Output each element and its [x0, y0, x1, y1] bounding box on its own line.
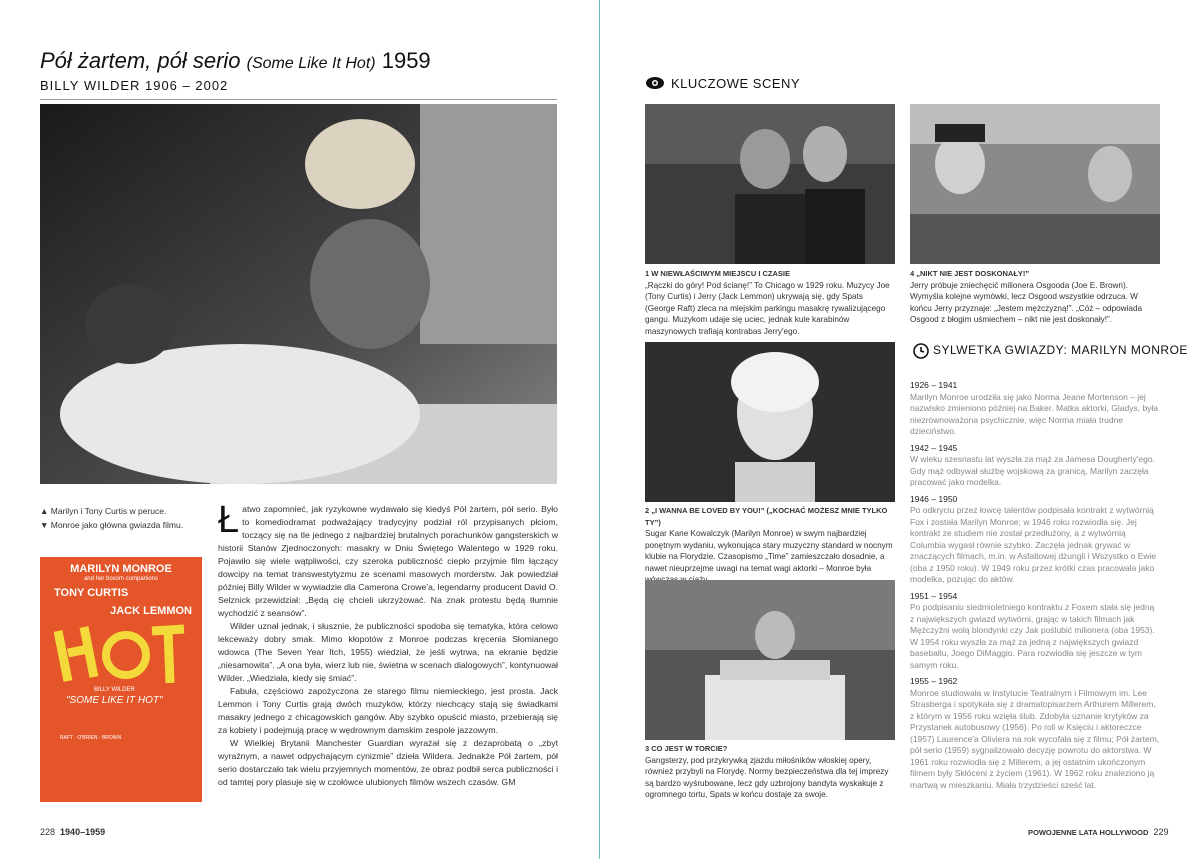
dropcap: Ł	[218, 499, 240, 541]
poster-tagline: and her bosom companions	[83, 576, 159, 582]
film-year: 1959	[381, 48, 431, 73]
caption-bottom: ▼ Monroe jako główna gwiazda filmu.	[40, 520, 184, 530]
paragraph-3: Fabuła, częściowo zapożyczona ze starego filmu niemieckiego, jest prosta. Jack Lemmon i Tony Curtis grają dwóch muzyków, którzy niechcący stają się świadkami masakry jednego z chicagowskich gangów. Aby szybko opuścić miasto, przebierają się za kobiety i podejmują pracę w wędrownym damskim zespole jazzowym.	[218, 686, 558, 735]
timeline-text: Po odkryciu przez łowcę talentów podpisała kontrakt z wytwórnią Fox i została Marilyn Monroe; w 1946 roku rozwiodła się. Jej kontrakt ze studiem nie został przedłużony, a z wytwórnią Columbia wygasł równie szybko. Zaczęła jednak grywać w znaczących filmach, m.in. w Asfaltowej dżungli i Wszystko o Ewie (oba z 1950 roku). W 1949 roku przez krótki czas pracowała jako modelka, pozując do aktów.	[910, 505, 1157, 584]
clock-icon	[913, 343, 929, 359]
article-body	[218, 499, 558, 789]
film-original-title: (Some Like It Hot)	[246, 55, 376, 72]
main-photo	[40, 104, 557, 484]
scene-1-title: 1 W NIEWŁAŚCIWYM MIEJSCU I CZASIE	[645, 269, 791, 278]
film-poster	[40, 557, 202, 802]
scene-2-text: Sugar Kane Kowalczyk (Marilyn Monroe) w swym najbardziej ponętnym wydaniu, wykonująca stary muzyczny standard w nocnym klubie na Florydzie. Czasopismo „Time” zamieszczało dosadnie, a nawet nieuprzejme uwagi na temat wagi aktorki – Monroe była	[645, 529, 893, 573]
scene-1-caption	[645, 268, 895, 337]
poster-credits: RAFT · O'BRIEN · BROWN	[60, 735, 122, 741]
timeline-years: 1955 – 1962	[910, 676, 958, 686]
caption-top: ▲ Marilyn i Tony Curtis w peruce.	[40, 506, 167, 516]
star-profile-title: SYLWETKA GWIAZDY: MARILYN MONROE	[933, 343, 1188, 358]
eye-icon	[645, 76, 665, 93]
scene-2-title: 2 „I WANNA BE LOVED BY YOU!” („KOCHAĆ MOŻESZ MNIE TYLKO TY”)	[645, 506, 888, 527]
key-scenes-title: KLUCZOWE SCENY	[671, 76, 801, 91]
scene-1-photo	[645, 104, 895, 264]
scene-3-title: 3 CO JEST W TORCIE?	[645, 744, 728, 753]
paragraph-2: Wilder uznał jednak, i słusznie, że publiczności spodoba się tematyka, która celowo lekceważy dobry smak. Mimo kłopotów z Monroe podczas kręcenia Słomianego wdowca (The Seven Year Itch, 1955) wiedział, że jeśli wytrwa, na ekranie będzie „niesamowita”. „A ona była, wierz lub nie, świetna w scenach dialogowych”, kontynuował Wilder. „Wiedziała, kiedy się śmiać”.	[218, 621, 558, 683]
timeline-text: Marilyn Monroe urodziła się jako Norma Jeane Mortenson – jej nazwisko zmieniono później na Baker. Matka aktorki, Gladys, była niezrównoważona psychicznie, więc Norma miała trudne dzieciństwo.	[910, 391, 1159, 436]
folio-left	[40, 827, 105, 837]
poster-director: BILLY WILDER	[94, 687, 135, 693]
key-scenes-heading	[645, 76, 800, 93]
director-line: BILLY WILDER 1906 – 2002	[40, 78, 557, 100]
section-label-right: POWOJENNE LATA HOLLYWOOD	[1028, 828, 1149, 837]
poster-title: "SOME LIKE IT HOT"	[66, 695, 163, 706]
scene-3-caption	[645, 743, 895, 801]
timeline-text: W wieku szesnastu lat wyszła za mąż za Jamesa Dougherty'ego. Gdy mąż odbywał służbę wojskową za granicą, Marilyn zaczęła pracować jako modelka.	[910, 454, 1155, 487]
paragraph-1	[218, 499, 558, 620]
timeline-text: Monroe studiowała w Instytucie Teatralnym i Filmowym im. Lee Strasberga i spotykała się z dramatopisarzem Arthurem Millerem, z którym w 1956 roku wzięła ślub. Zdobyła uznanie krytyków za Przystanek autobusowy (1956). Po roli w Księciu i aktoreczce (1957) Laurence'a Oliviera na rok wycofała się z filmu; Pół żartem, pół serio (1959) sygnalizowało decyzję powrotu do aktorstwa. W 1961 roku rozwiodła się z Millerem, a jej ostatnim ukończonym filmem były Skłóceni z życiem (1961). W 1962 roku znaleziono ją martwą w mieszkaniu. Miała trzydzieści sześć lat.	[910, 687, 1160, 790]
timeline-years: 1942 – 1945	[910, 442, 958, 453]
star-profile-heading	[913, 343, 1188, 359]
page-number-left: 228	[40, 827, 56, 837]
scene-4-title: 4 „NIKT NIE JEST DOSKONAŁY!”	[910, 269, 1030, 278]
timeline-text: Po podpisaniu siedmioletniego kontraktu z Foxem stała się jedną z największych gwiazd wytwórni, grając w takich filmach jak Mężczyźni wolą blondynki czy Jak poślubić milionera (oba 1953). W 1954 roku wyszła za mąż za jedną z największych gwiazd baseballu, Joego DiMaggio. Para rozwiodła się jeszcze w tym samym roku.	[910, 602, 1155, 670]
scene-1-text: „Rączki do góry! Pod ścianę!” To Chicago w 1929 roku. Muzycy Joe (Tony Curtis) i Jerry (Jack Lemmon) ukrywają się, gdy Spats (George Raft) zleca na miejskim parkingu masakrę rywalizującego gangu. Muzykom udaje się uciec, jednak kule karabinów maszynowych trafiają kontrabas Jerry'ego.	[645, 280, 890, 336]
film-title: Pół żartem, pół serio	[40, 48, 241, 73]
scene-2-caption	[645, 505, 895, 586]
folio-right	[1028, 827, 1168, 837]
scene-3-photo	[645, 580, 895, 740]
page-title	[40, 48, 431, 74]
timeline-years: 1951 – 1954	[910, 590, 958, 601]
photo-captions	[40, 504, 210, 532]
poster-hot-lettering	[54, 621, 188, 691]
paragraph-4: W Wielkiej Brytanii Manchester Guardian wyrażał się z dezaprobatą o „zbyt wyraźnym, a nawet odpychającym cynizmie” dzieła Wildera. Jednakże Pół żartem, pół serio dostarczało tak wielu przyjemnych momentów, że obraz podbił serca publiczności i od tamtej pory plasuje się w czołówce ulubionych filmów wszech czasów. GM	[218, 738, 558, 787]
paragraph-1-text: atwo zapomnieć, jak ryzykowne wydawało się kiedyś Pół żartem, pół serio. Było to komediodramat podważający tradycyjny podział ról przypisanych płciom, toczący się na tle jednego z najbardziej brutalnych porachunków gangsterskich w historii Stanów Zjednoczonych: masakry w Dniu Świętego Walentego w 1929 roku. Pojawiło się wiele wątpliwości, czy szeroka publiczność ciepło przyjmie film łączący dowcipy na temat transwestytyzmu ze scenami masowych morderstw. Jak powiedział później Billy Wilder w wywiadzie dla Camerona Crowe'a, legendarny producent David O. Selznick przewidział: „Będą cię chcieli ukrzyżować. Na znak protestu będą tłumnie wychodzić z seansów”.	[218, 504, 558, 618]
timeline-years: 1926 – 1941	[910, 380, 958, 390]
scene-4-photo	[910, 104, 1160, 264]
poster-costar-2: JACK LEMMON	[110, 605, 192, 617]
scene-3-text: Gangsterzy, pod przykrywką zjazdu miłośników włoskiej opery, również przybyli na Florydę. Normy bezpieczeństwa dla tej imprezy są bardzo wyśrubowane, lecz gdy uzbrojony bandyta wyskakuje z ogromnego tortu, Spats w końcu dostaje za swoje.	[645, 755, 889, 799]
scene-4-text: Jerry próbuje zniechęcić milionera Osgooda (Joe E. Brown). Wymyśla kolejne wymówki, lecz Osgood wszystkie odrzuca. W końcu Jerry przyznaje: „Jestem mężczyzną!”. „Cóż – odpowiada Osgood z błogim uśmiechem – nikt nie jest doskonały!”.	[910, 280, 1143, 324]
timeline-years: 1946 – 1950	[910, 493, 958, 504]
scene-4-caption	[910, 268, 1160, 326]
section-label-left: 1940–1959	[60, 827, 106, 837]
scene-2-photo	[645, 342, 895, 502]
page-number-right: 229	[1153, 827, 1169, 837]
poster-star: MARILYN MONROE	[70, 563, 172, 575]
profile-timeline	[910, 380, 1160, 791]
poster-costar-1: TONY CURTIS	[54, 587, 129, 599]
